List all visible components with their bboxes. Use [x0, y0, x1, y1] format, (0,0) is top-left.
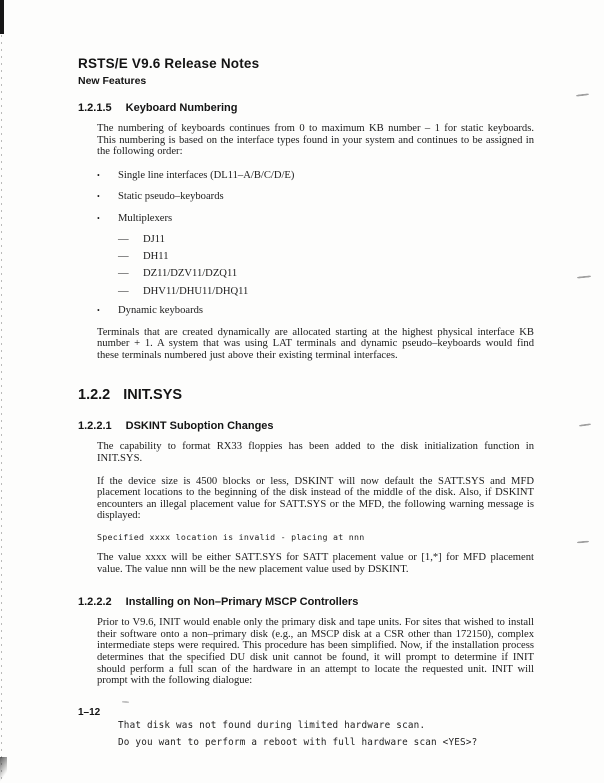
dash-icon: — — [118, 268, 129, 280]
section-heading-init-sys — [78, 387, 534, 403]
list-item — [118, 268, 534, 280]
page-content — [78, 56, 534, 751]
paragraph: The value xxxx will be either SATT.SYS for SATT placement value or [1,*] for MFD placement value. The value nnn will be the new placement value used by DSKINT. — [97, 552, 534, 575]
dash-icon: — — [118, 234, 129, 246]
bullet-list — [97, 170, 534, 225]
dialogue-line: Do you want to perform a reboot with full hardware scan <YES>? — [118, 736, 478, 748]
dialogue-line: That disk was not found during limited hardware scan. — [118, 719, 426, 731]
bullet-icon: • — [97, 213, 100, 223]
paragraph: The capability to format RX33 floppies has been added to the disk initialization function in INIT.SYS. — [97, 441, 534, 465]
list-item-text: Multiplexers — [118, 212, 173, 224]
list-item-text: DH11 — [143, 251, 169, 263]
section-heading-mscp — [78, 596, 534, 608]
list-item — [118, 286, 534, 298]
section-title: INIT.SYS — [123, 387, 183, 404]
list-item-text: DHV11/DHU11/DHQ11 — [143, 285, 249, 297]
section-body — [97, 617, 534, 751]
doc-subtitle: New Features — [78, 75, 147, 87]
dash-list — [118, 234, 534, 297]
section-number: 1.2.2.2 — [78, 596, 112, 609]
paragraph: Terminals that are created dynamically are allocated starting at the highest physical interface KB number + 1. A system that was using LAT terminals and dynamic pseudo–keyboards would find these terminals numbered just above their existing terminal interfaces. — [97, 326, 534, 361]
list-item-text: Static pseudo–keyboards — [118, 191, 224, 203]
list-item-text: DZ11/DZV11/DZQ11 — [143, 268, 238, 280]
list-item — [97, 305, 534, 317]
bullet-icon: • — [97, 170, 100, 180]
scan-mark — [577, 540, 589, 543]
scan-mark — [577, 275, 591, 278]
scan-bar-artifact — [0, 0, 4, 34]
bullet-icon: • — [97, 192, 100, 202]
list-item-text: DJ11 — [143, 234, 165, 246]
section-title: DSKINT Suboption Changes — [125, 420, 274, 433]
paragraph: The numbering of keyboards continues from 0 to maximum KB number – 1 for static keyboards. This numbering is based on the interface types found in your system and continues to be assigned in the following order: — [97, 123, 534, 158]
scan-mark — [579, 423, 591, 427]
doc-title: RSTS/E V9.6 Release Notes — [78, 56, 260, 71]
scan-mark — [576, 93, 589, 97]
list-item — [97, 213, 534, 225]
section-heading-keyboard-numbering — [78, 102, 534, 114]
list-item — [97, 191, 534, 203]
section-title: Installing on Non–Primary MSCP Controllers — [125, 596, 359, 609]
list-item — [118, 234, 534, 246]
section-number: 1.2.2 — [78, 387, 111, 404]
section-number: 1.2.1.5 — [78, 102, 112, 114]
list-item — [97, 170, 534, 182]
section-title: Keyboard Numbering — [125, 102, 238, 114]
scan-corner-artifact — [0, 757, 7, 783]
warning-message-text: Specified xxxx location is invalid - placing at nnn — [97, 532, 365, 542]
section-number: 1.2.2.1 — [78, 420, 112, 433]
dash-icon: — — [118, 251, 129, 263]
section-body — [97, 441, 534, 575]
bullet-list — [97, 305, 534, 317]
dialogue-block — [118, 717, 534, 751]
paragraph: If the device size is 4500 blocks or less, DSKINT will now default the SATT.SYS and MFD placement locations to the beginning of the disk instead of the middle of the disk. Also, if DSKINT encounters an illegal placement value for SATT.SYS or the MFD, the following warning message is displayed: — [97, 475, 534, 522]
dash-icon: — — [118, 285, 129, 297]
page-number: 1–12 — [78, 707, 101, 718]
bullet-icon: • — [97, 306, 100, 316]
list-item — [118, 251, 534, 263]
section-heading-dskint — [78, 420, 534, 432]
scan-edge-artifact — [1, 0, 2, 783]
paragraph: Prior to V9.6, INIT would enable only the primary disk and tape units. For sites that wished to install their software onto a non–primary disk (e.g., an MSCP disk at a CSR other than 172150), complex intermediate steps were required. This procedure has been simplified. Now, if the installation process determines that the specified DU disk unit cannot be found, it will prompt to determine if INIT should perform a full scan of the hardware in an attempt to locate the requested unit. INIT will prompt with the following dialogue: — [97, 617, 534, 687]
list-item-text: Dynamic keyboards — [118, 305, 204, 317]
section-body — [97, 123, 534, 361]
list-item-text: Single line interfaces (DL11–A/B/C/D/E) — [118, 169, 295, 181]
